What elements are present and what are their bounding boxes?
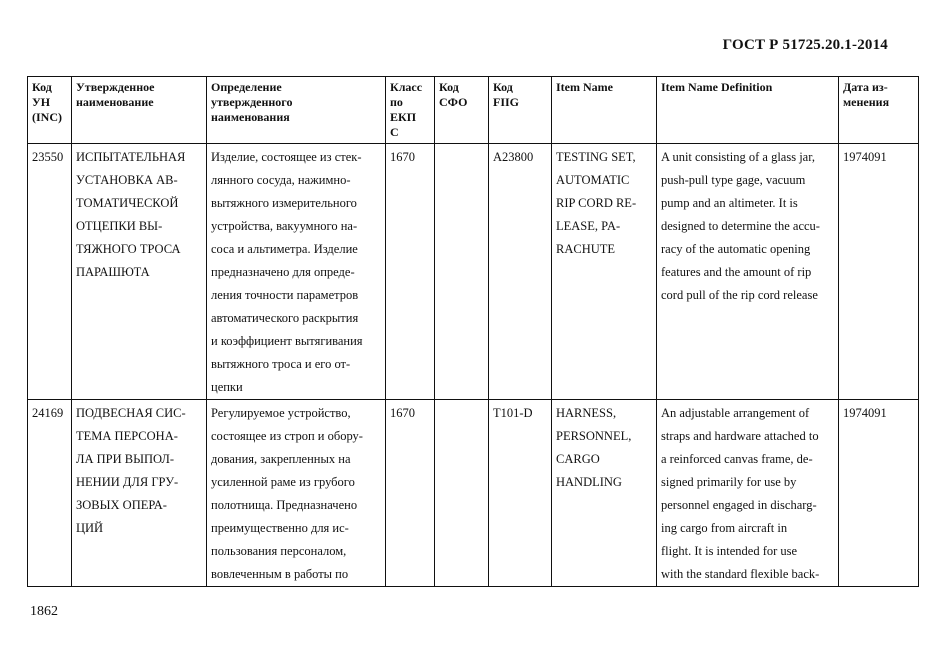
cell-date: 1974091	[839, 400, 919, 587]
cell-item-name: TESTING SET, AUTOMATIC RIP CORD RE- LEASE, PA- RACHUTE	[552, 144, 657, 400]
cell-sfo	[435, 400, 489, 587]
cell-fiig: A23800	[489, 144, 552, 400]
col-header-fiig: Код FIIG	[489, 77, 552, 144]
table-row	[28, 144, 919, 400]
catalog-table	[27, 76, 919, 587]
cell-name-ru: ИСПЫТАТЕЛЬНАЯ УСТАНОВКА АВ- ТОМАТИЧЕСКОЙ ОТЦЕПКИ ВЫ- ТЯЖНОГО ТРОСА ПАРАШЮТА	[72, 144, 207, 400]
cell-fiig: T101-D	[489, 400, 552, 587]
cell-item-name: HARNESS, PERSONNEL, CARGO HANDLING	[552, 400, 657, 587]
col-header-item-name: Item Name	[552, 77, 657, 144]
cell-name-ru: ПОДВЕСНАЯ СИС- ТЕМА ПЕРСОНА- ЛА ПРИ ВЫПОЛ- НЕНИИ ДЛЯ ГРУ- ЗОВЫХ ОПЕРА- ЦИЙ	[72, 400, 207, 587]
col-header-date: Дата из- менения	[839, 77, 919, 144]
cell-date: 1974091	[839, 144, 919, 400]
cell-definition-ru: Регулируемое устройство, состоящее из строп и обору- дования, закрепленных на усиленной раме из грубого полотнища. Предназначено преимущественно для ис- пользования персоналом, вовлеченным в работы по	[207, 400, 386, 587]
cell-class: 1670	[386, 144, 435, 400]
col-header-definition-ru: Определение утвержденного наименования	[207, 77, 386, 144]
cell-inc: 24169	[28, 400, 72, 587]
cell-definition-ru: Изделие, состоящее из стек- лянного сосуда, нажимно- вытяжного измерительного устройства, вакуумного на- соса и альтиметра. Изделие предназначено для опреде- ления точности параметров автоматического раскрытия и коэффициент вытягивания вытяжного троса и его от- цепки	[207, 144, 386, 400]
col-header-class: Класс по ЕКП С	[386, 77, 435, 144]
cell-sfo	[435, 144, 489, 400]
page-number: 1862	[30, 604, 58, 619]
cell-item-definition: A unit consisting of a glass jar, push-pull type gage, vacuum pump and an altimeter. It is designed to determine the accu- racy of the automatic opening features and the amount of rip cord pull of the rip cord release	[657, 144, 839, 400]
col-header-sfo: Код СФО	[435, 77, 489, 144]
table-row	[28, 400, 919, 587]
cell-item-definition: An adjustable arrangement of straps and hardware attached to a reinforced canvas frame, de- signed primarily for use by personnel engaged in discharg- ing cargo from aircraft in flight. It is intended for use with the standard flexible back-	[657, 400, 839, 587]
col-header-item-definition: Item Name Definition	[657, 77, 839, 144]
document-code: ГОСТ Р 51725.20.1-2014	[722, 37, 888, 53]
cell-inc: 23550	[28, 144, 72, 400]
header-row	[28, 77, 919, 144]
col-header-inc: Код УН (INC)	[28, 77, 72, 144]
col-header-name-ru: Утвержденное наименование	[72, 77, 207, 144]
cell-class: 1670	[386, 400, 435, 587]
